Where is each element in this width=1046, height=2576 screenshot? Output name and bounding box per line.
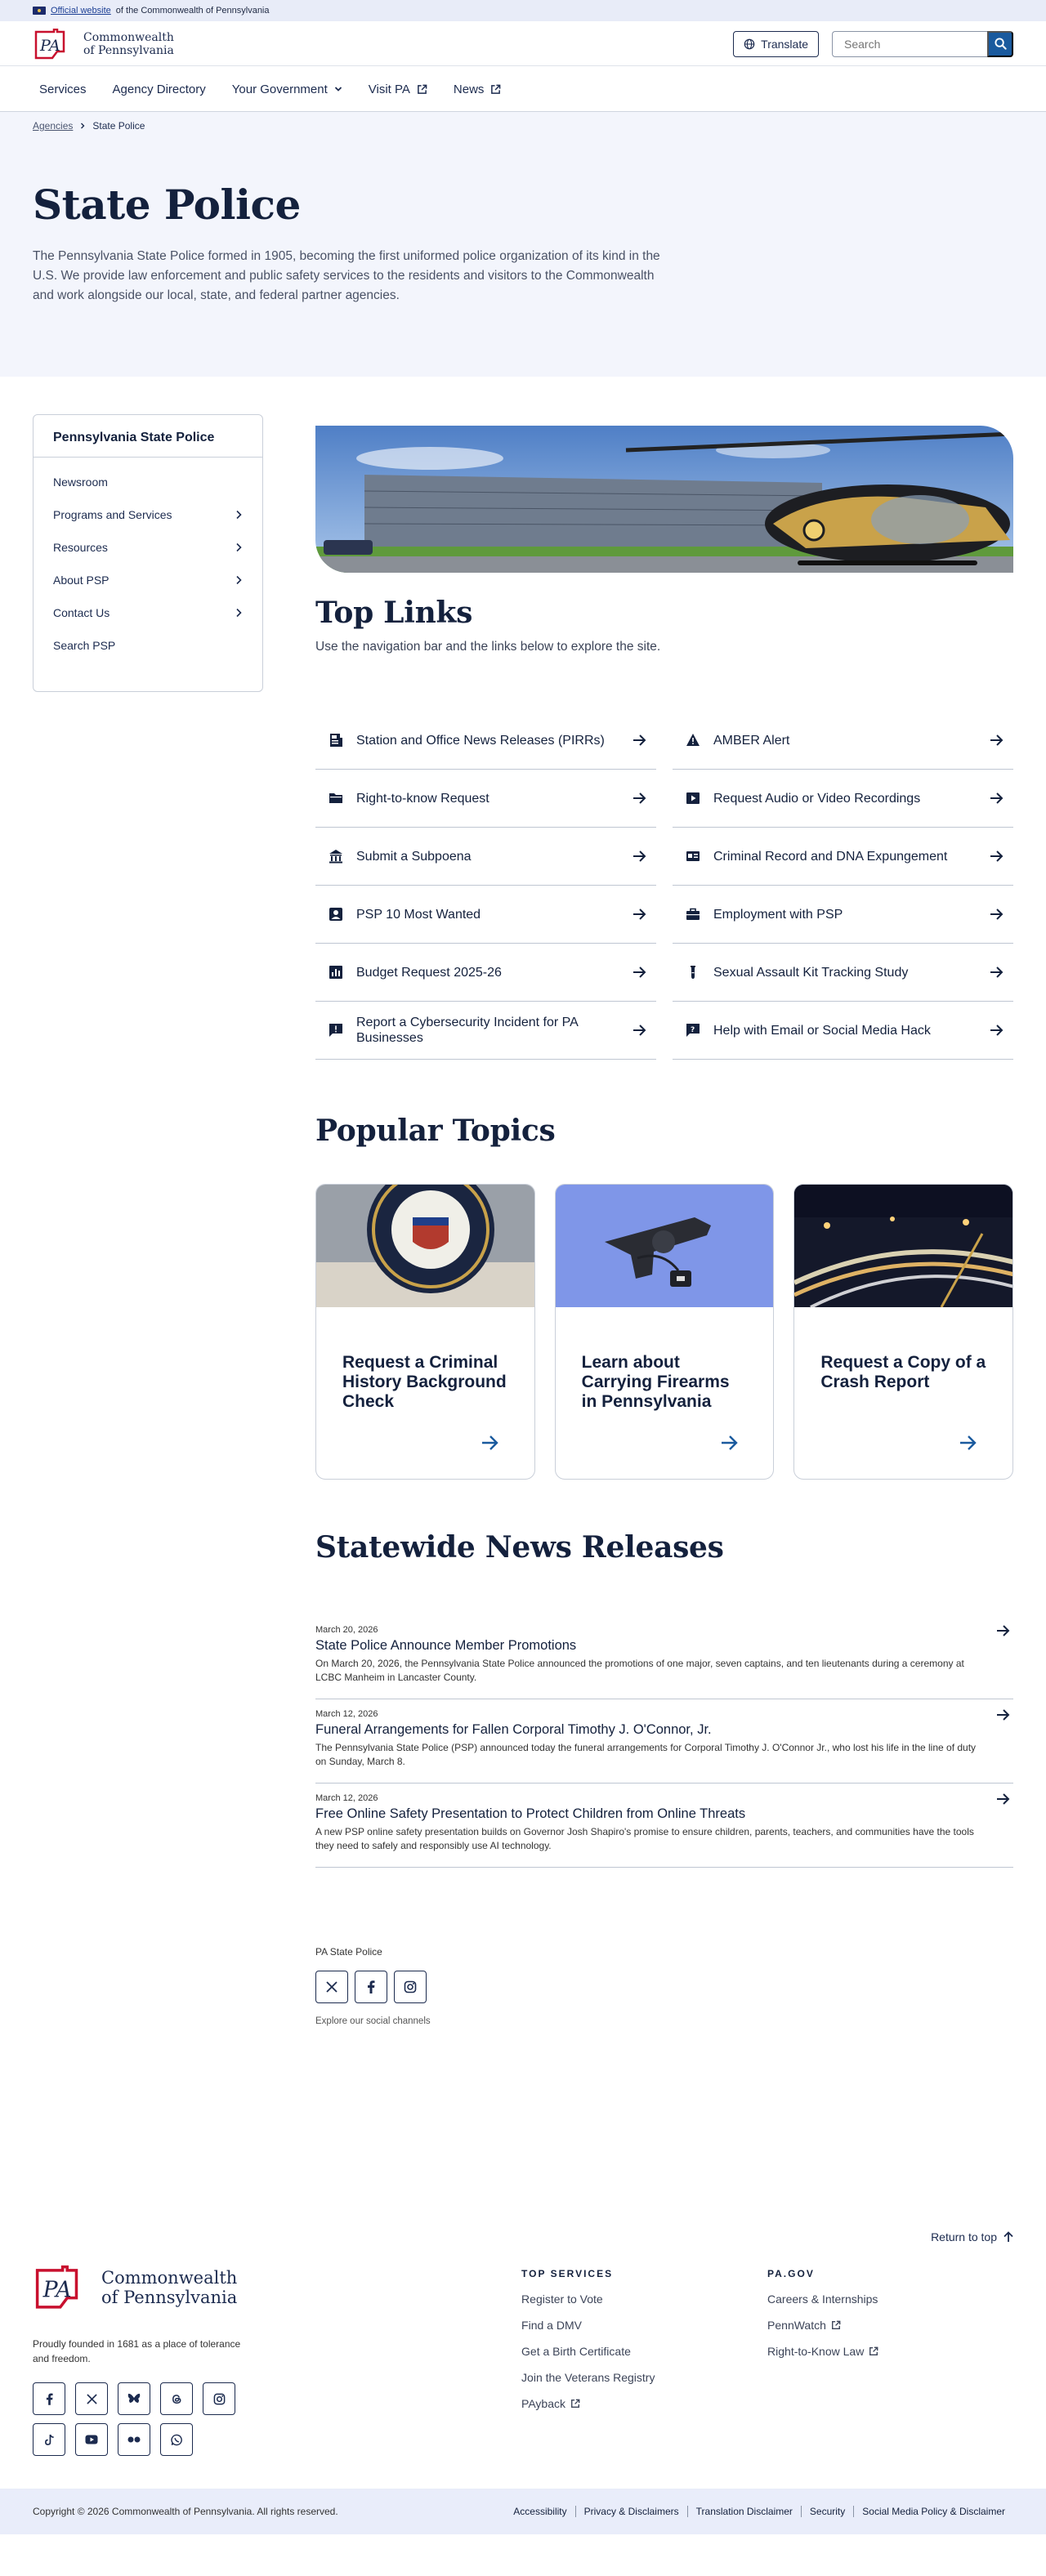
- nav-agency-directory[interactable]: Agency Directory: [112, 82, 206, 96]
- side-nav-newsroom[interactable]: Newsroom: [53, 475, 108, 489]
- x-icon: [326, 1981, 337, 1993]
- arrow-up-icon: [1004, 2231, 1013, 2243]
- translate-label: Translate: [761, 37, 808, 51]
- x-icon: [87, 2394, 97, 2404]
- youtube-icon: [85, 2435, 98, 2444]
- footer-link-register-vote[interactable]: Register to Vote: [521, 2293, 603, 2306]
- top-link-subpoena[interactable]: Submit a Subpoena: [315, 828, 656, 886]
- test-tube-icon: [684, 963, 702, 981]
- facebook-icon: [46, 2393, 53, 2405]
- card-title: Request a Criminal History Background Check: [342, 1353, 507, 1411]
- arrow-right-icon: [990, 850, 1004, 862]
- main-content: [315, 414, 1013, 2026]
- top-link-audio-video[interactable]: Request Audio or Video Recordings: [673, 770, 1013, 828]
- arrow-right-icon: [990, 792, 1004, 804]
- social-subtext: Explore our social channels: [315, 2016, 431, 2026]
- top-link-expungement[interactable]: Criminal Record and DNA Expungement: [673, 828, 1013, 886]
- bar-chart-icon: [327, 963, 345, 981]
- copyright: Copyright © 2026 Commonwealth of Pennsylvania. All rights reserved.: [33, 2506, 338, 2517]
- report-icon: [327, 1021, 345, 1039]
- footer-pa-gov: [767, 2265, 1013, 2456]
- top-links-grid: [315, 712, 1013, 1060]
- page-description: The Pennsylvania State Police formed in 1905, becoming the first uniformed police organization of its kind in the U.S. We provide law enforcement and public safety services to the residents and visitors to the Commonwealth and work alongside our local, state, and federal partner agencies.: [33, 249, 660, 302]
- chevron-right-icon: [235, 608, 243, 618]
- chevron-down-icon: [334, 85, 342, 93]
- news-description: The Pennsylvania State Police (PSP) announced today the funeral arrangements for Corporal Timothy J. O'Connor Jr., who lost his life in the line of duty on Sunday, March 8.: [315, 1742, 977, 1767]
- top-links-subtitle: Use the navigation bar and the links below to explore the site.: [315, 640, 661, 654]
- side-nav-contact[interactable]: Contact Us: [34, 596, 262, 629]
- arrow-right-icon: [633, 792, 646, 804]
- news-description: A new PSP online safety presentation builds on Governor Josh Shapiro's promise to ensure children, parents, teachers, and communities have the tools they need to safely and responsibly use AI technology.: [315, 1826, 974, 1851]
- footer-social-links: [33, 2382, 521, 2456]
- warning-icon: [684, 731, 702, 749]
- legal-links: [505, 2506, 1013, 2517]
- search-icon: [995, 38, 1007, 50]
- top-links-title: Top Links: [315, 596, 473, 630]
- page-title: State Police: [33, 181, 301, 229]
- logo-line-1: Commonwealth: [83, 30, 174, 44]
- footer-link-birth-certificate[interactable]: Get a Birth Certificate: [521, 2345, 631, 2358]
- instagram-icon: [213, 2393, 226, 2405]
- breadcrumb-agencies[interactable]: Agencies: [33, 120, 74, 132]
- news-date: March 20, 2026: [315, 1625, 378, 1635]
- popular-topics-cards: [315, 1184, 1013, 1480]
- chevron-right-icon: [79, 123, 86, 129]
- arrow-right-icon: [990, 909, 1004, 920]
- translate-button[interactable]: [733, 31, 819, 57]
- top-link-most-wanted[interactable]: PSP 10 Most Wanted: [315, 886, 656, 944]
- card-carrying-firearms[interactable]: [555, 1184, 775, 1480]
- newspaper-icon: [327, 731, 345, 749]
- official-banner: [0, 0, 1046, 21]
- chevron-right-icon: [235, 510, 243, 520]
- id-card-icon: [684, 847, 702, 865]
- external-link-icon: [490, 84, 501, 95]
- logo-line-2: of Pennsylvania: [83, 43, 174, 57]
- courthouse-icon: [327, 847, 345, 865]
- footer-facebook-button[interactable]: [33, 2382, 65, 2415]
- person-badge-icon: [327, 905, 345, 923]
- external-link-icon: [570, 2399, 580, 2409]
- nav-visit-pa[interactable]: Visit PA: [362, 83, 434, 96]
- footer-col-title: PA.GOV: [767, 2268, 815, 2279]
- news-title: Free Online Safety Presentation to Protect Children from Online Threats: [315, 1806, 746, 1821]
- external-link-icon: [869, 2346, 878, 2356]
- instagram-icon: [404, 1980, 417, 1993]
- news-title: Funeral Arrangements for Fallen Corporal Timothy J. O'Connor, Jr.: [315, 1722, 712, 1737]
- arrow-right-icon: [996, 1625, 1010, 1636]
- globe-icon: [744, 38, 755, 50]
- pa-keystone-logo-icon: [33, 2265, 95, 2310]
- pa-logo[interactable]: [33, 29, 174, 60]
- svg-text:?: ?: [691, 1026, 695, 1034]
- footer-logo-line-2: of Pennsylvania: [101, 2288, 238, 2307]
- news-item[interactable]: [315, 1699, 1013, 1784]
- side-nav-programs[interactable]: Programs and Services: [34, 498, 262, 531]
- side-nav-title: Pennsylvania State Police: [34, 415, 262, 458]
- svg-text:PA: PA: [42, 2277, 72, 2303]
- legal-link-social-media-policy[interactable]: Social Media Policy & Disclaimer: [853, 2506, 1013, 2517]
- threads-icon: [171, 2393, 183, 2405]
- top-link-news-releases[interactable]: Station and Office News Releases (PIRRs): [315, 712, 656, 770]
- facebook-button[interactable]: [355, 1971, 387, 2003]
- arrow-right-icon: [633, 967, 646, 978]
- instagram-button[interactable]: [394, 1971, 427, 2003]
- facebook-icon: [367, 1980, 375, 1993]
- breadcrumb-current: State Police: [92, 120, 145, 132]
- news-releases-title: Statewide News Releases: [315, 1530, 724, 1565]
- top-link-right-to-know[interactable]: Right-to-know Request: [315, 770, 656, 828]
- briefcase-icon: [684, 905, 702, 923]
- side-nav-about[interactable]: About PSP: [34, 564, 262, 596]
- official-website-link[interactable]: Official website: [51, 6, 111, 16]
- footer-link-pennwatch[interactable]: PennWatch: [767, 2319, 1013, 2332]
- arrow-right-icon: [721, 1435, 739, 1451]
- search-button[interactable]: [987, 31, 1013, 57]
- site-header: [0, 21, 1046, 66]
- site-footer: [0, 2230, 1046, 2489]
- footer-logo-line-1: Commonwealth: [101, 2268, 238, 2288]
- chevron-right-icon: [235, 542, 243, 552]
- footer-link-right-to-know[interactable]: Right-to-Know Law: [767, 2345, 1013, 2358]
- footer-legal-bar: [0, 2489, 1046, 2534]
- agency-social: [315, 1946, 1013, 2026]
- side-nav-search[interactable]: Search PSP: [53, 639, 116, 652]
- breadcrumb: [33, 120, 1013, 132]
- footer-top-services: [521, 2265, 767, 2456]
- footer-bluesky-button[interactable]: [118, 2382, 150, 2415]
- top-link-email-hack[interactable]: ? Help with Email or Social Media Hack: [673, 1002, 1013, 1060]
- help-icon: [684, 1021, 702, 1039]
- arrow-right-icon: [996, 1793, 1010, 1805]
- external-link-icon: [417, 84, 427, 95]
- footer-link-find-dmv[interactable]: Find a DMV: [521, 2319, 582, 2332]
- side-nav-resources[interactable]: Resources: [34, 531, 262, 564]
- social-label: PA State Police: [315, 1946, 382, 1958]
- nav-services[interactable]: Services: [39, 82, 87, 96]
- arrow-right-icon: [996, 1709, 1010, 1721]
- footer-whatsapp-button[interactable]: [160, 2423, 193, 2456]
- page-hero: [0, 112, 1046, 377]
- chevron-right-icon: [235, 575, 243, 585]
- x-twitter-button[interactable]: [315, 1971, 348, 2003]
- footer-link-payback[interactable]: PAyback: [521, 2397, 767, 2410]
- top-link-budget[interactable]: Budget Request 2025-26: [315, 944, 656, 1002]
- footer-flickr-button[interactable]: [118, 2423, 150, 2456]
- arrow-right-icon: [633, 1025, 646, 1036]
- popular-topics-title: Popular Topics: [315, 1114, 556, 1148]
- state-police-seal-image: [316, 1185, 534, 1307]
- arrow-right-icon: [633, 909, 646, 920]
- card-title: Request a Copy of a Crash Report: [820, 1353, 986, 1391]
- official-banner-text: of the Commonwealth of Pennsylvania: [115, 6, 270, 16]
- arrow-right-icon: [633, 734, 646, 746]
- pa-flag-icon: [33, 7, 46, 15]
- top-link-amber-alert[interactable]: AMBER Alert: [673, 712, 1013, 770]
- news-description: On March 20, 2026, the Pennsylvania State Police announced the promotions of one major, seven captains, and ten lieutenants during a ceremony at LCBC Manheim in Lancaster County.: [315, 1658, 964, 1683]
- top-link-cybersecurity[interactable]: Report a Cybersecurity Incident for PA Businesses: [315, 1002, 656, 1060]
- bluesky-icon: [127, 2393, 141, 2404]
- pa-keystone-logo-icon: [33, 29, 77, 60]
- side-nav: [33, 414, 263, 692]
- legal-link-accessibility[interactable]: Accessibility: [513, 2506, 567, 2517]
- news-date: March 12, 2026: [315, 1709, 378, 1719]
- video-icon: [684, 789, 702, 807]
- footer-link-careers[interactable]: Careers & Internships: [767, 2293, 878, 2306]
- nav-news[interactable]: News: [447, 83, 508, 96]
- footer-link-veterans-registry[interactable]: Join the Veterans Registry: [521, 2371, 655, 2384]
- whatsapp-icon: [171, 2434, 183, 2446]
- svg-text:PA: PA: [40, 36, 60, 55]
- tiktok-icon: [44, 2434, 55, 2446]
- legal-link-security[interactable]: Security: [801, 2506, 853, 2517]
- footer-pa-logo[interactable]: [33, 2265, 521, 2310]
- footer-youtube-button[interactable]: [75, 2423, 108, 2456]
- folder-icon: [327, 789, 345, 807]
- news-date: March 12, 2026: [315, 1793, 378, 1803]
- footer-tagline: Proudly founded in 1681 as a place of tolerance and freedom.: [33, 2338, 241, 2364]
- arrow-right-icon: [990, 1025, 1004, 1036]
- card-title: Learn about Carrying Firearms in Pennsylvania: [581, 1353, 730, 1411]
- news-list: [315, 1615, 1013, 1868]
- handgun-image: [556, 1185, 774, 1307]
- arrow-right-icon: [990, 734, 1004, 746]
- legal-link-translation[interactable]: Translation Disclaimer: [687, 2506, 801, 2517]
- main-nav: [0, 66, 1046, 112]
- top-link-employment[interactable]: Employment with PSP: [673, 886, 1013, 944]
- arrow-right-icon: [633, 850, 646, 862]
- top-link-sak-study[interactable]: Sexual Assault Kit Tracking Study: [673, 944, 1013, 1002]
- footer-tiktok-button[interactable]: [33, 2423, 65, 2456]
- footer-instagram-button[interactable]: [203, 2382, 235, 2415]
- legal-link-privacy[interactable]: Privacy & Disclaimers: [575, 2506, 687, 2517]
- headquarters-helicopter-image: [315, 426, 1013, 573]
- news-item[interactable]: [315, 1615, 1013, 1699]
- arrow-right-icon: [959, 1435, 977, 1451]
- flickr-icon: [127, 2436, 141, 2443]
- search-input[interactable]: [832, 31, 987, 57]
- external-link-icon: [831, 2320, 841, 2330]
- news-item[interactable]: [315, 1784, 1013, 1868]
- return-to-top-link[interactable]: Return to top: [33, 2230, 1013, 2243]
- card-background-check[interactable]: [315, 1184, 535, 1480]
- night-highway-image: [794, 1185, 1012, 1307]
- arrow-right-icon: [481, 1435, 499, 1451]
- footer-col-title: TOP SERVICES: [521, 2268, 614, 2279]
- footer-x-button[interactable]: [75, 2382, 108, 2415]
- news-title: State Police Announce Member Promotions: [315, 1638, 577, 1653]
- footer-threads-button[interactable]: [160, 2382, 193, 2415]
- nav-your-government[interactable]: Your Government: [226, 83, 349, 96]
- arrow-right-icon: [990, 967, 1004, 978]
- card-crash-report[interactable]: [793, 1184, 1013, 1480]
- search-form: [832, 31, 1013, 57]
